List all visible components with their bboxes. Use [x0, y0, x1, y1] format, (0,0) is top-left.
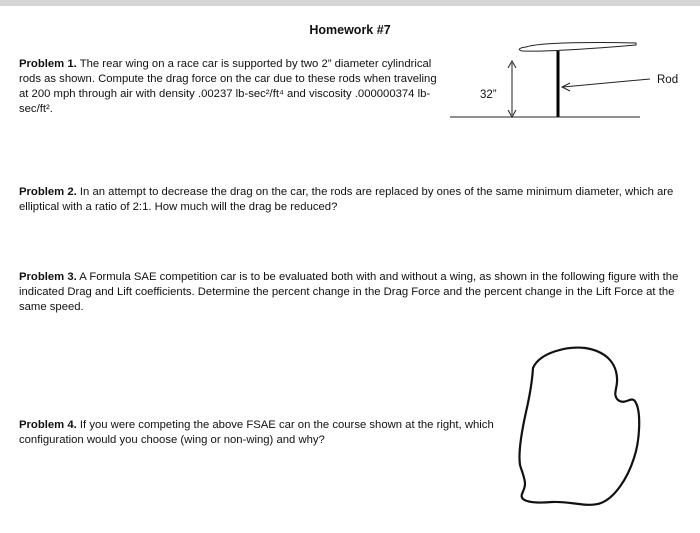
problem-1-label: Problem 1. [19, 58, 77, 70]
problem-2-label: Problem 2. [19, 186, 77, 198]
track-course [519, 348, 639, 505]
problem-2 [19, 185, 691, 215]
page-title: Homework #7 [309, 23, 391, 37]
wing-airfoil [519, 42, 636, 51]
problem-1 [19, 57, 444, 117]
problem-1-text: The rear wing on a race car is supported by two 2” diameter cylindrical rods as shown. Compute the drag force on the car due to these rods when traveling at 200 mph through air with density .00237 lb-sec²/ft⁴ and viscosity .000000374 lb-sec/ft². [19, 58, 437, 115]
problem-4 [19, 418, 519, 448]
problem-4-text: If you were competing the above FSAE car on the course shown at the right, which configuration would you choose (wing or non-wing) and why? [19, 419, 494, 446]
top-border [0, 0, 700, 6]
problem-3-label: Problem 3. [19, 271, 77, 283]
rod-leader-line [563, 79, 650, 87]
problem-3 [19, 270, 691, 315]
problem-4-label: Problem 4. [19, 419, 77, 431]
problem-3-text: A Formula SAE competition car is to be evaluated both with and without a wing, as shown in the following figure with the indicated Drag and Lift coefficients. Determine the percent change in the Drag Force and the percent change in the Lift Force at the same speed. [19, 271, 679, 313]
problem-2-text: In an attempt to decrease the drag on the car, the rods are replaced by ones of the same minimum diameter, which are elliptical with a ratio of 2:1. How much will the drag be reduced? [19, 186, 674, 213]
height-arrow-up [508, 61, 516, 68]
rod-label: Rod [657, 74, 679, 86]
height-arrow-down [508, 110, 516, 117]
rod-leader-arrowhead [562, 83, 570, 91]
height-label: 32” [480, 89, 497, 101]
